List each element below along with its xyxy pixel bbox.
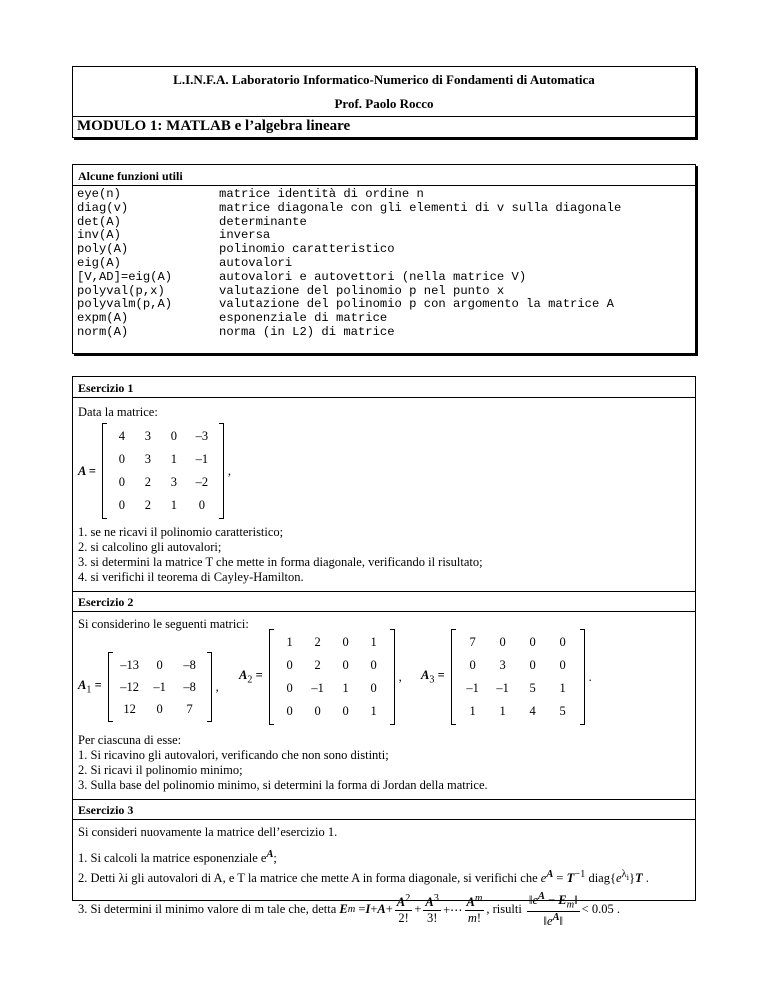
task-item: 2. Si ricavi il polinomio minimo; <box>78 763 243 777</box>
task-item: 1. se ne ricavi il polinomio caratteristico; <box>78 525 284 539</box>
matrix-A3-cell: 4 <box>529 704 536 718</box>
function-command: expm(A) <box>77 311 129 326</box>
matrix-A3-grid <box>456 629 580 725</box>
exercise-3-task-3: 3. Si determini il minimo valore di m tale che, detta E m = I + A + $\frac{A^2}{2!}$ + $\frac{A^3}{3!}$ +⋯ $\frac{A^m}{m!}$ , risulti $\frac{‖e^A - E_m‖}{‖e^A‖}$ < 0.05 . <box>78 891 620 928</box>
matrix-A1-cell: –8 <box>183 657 196 672</box>
matrix-A-cell: 0 <box>198 498 206 512</box>
matrix-A-cell: 0 <box>118 498 126 512</box>
matrix-A3-cell: 5 <box>529 681 536 695</box>
matrix-A2-cell: 0 <box>370 658 377 672</box>
function-row <box>77 216 621 230</box>
function-row <box>77 188 621 202</box>
matrix-A1-cell: 7 <box>186 701 193 716</box>
exercise-2-divider <box>73 611 695 612</box>
matrix-A-cell: 4 <box>118 429 126 443</box>
matrix-A1-cell: –1 <box>153 679 166 694</box>
matrix-A2-cell: 1 <box>342 681 349 695</box>
matrix-A3-cell: 0 <box>559 635 566 649</box>
exercises-box <box>72 376 696 928</box>
function-description: autovalori e autovettori (nella matrice V) <box>219 269 527 284</box>
matrix-A2-cell: 0 <box>342 704 349 718</box>
matrix-A-cell: 1 <box>170 498 178 512</box>
matrix-A2-grid <box>274 629 390 725</box>
function-description: matrice diagonale con gli elementi di v sulla diagonale <box>219 200 622 215</box>
matrix-A-label: A = <box>78 463 96 478</box>
function-command: eye(n) <box>77 187 121 201</box>
matrix-A3-cell: 5 <box>559 704 566 718</box>
task-item: 1. Si ricavino gli autovalori, verificando che non sono distinti; <box>78 748 389 762</box>
matrix-A3-cell: 0 <box>499 635 506 649</box>
matrix-A-cell: 0 <box>118 452 126 466</box>
task-item: 2. si calcolino gli autovalori; <box>78 540 222 554</box>
function-row <box>77 243 621 257</box>
matrix-A2-cell: 0 <box>286 681 293 695</box>
matrix-A-cell: –2 <box>195 475 209 489</box>
exercise-2-tasks <box>78 748 488 793</box>
functions-title: Alcune funzioni utili <box>78 169 183 183</box>
exercise-1-tasks <box>78 525 483 585</box>
course-title: L.I.N.F.A. Laboratorio Informatico-Numerico di Fondamenti di Automatica <box>173 72 595 87</box>
matrix-A2-cell: 0 <box>370 681 377 695</box>
exercise-1-intro: Data la matrice: <box>78 405 158 419</box>
function-command: eig(A) <box>77 255 121 270</box>
matrix-A-cell: –3 <box>195 429 209 443</box>
matrix-A1-cell: –8 <box>183 679 196 694</box>
exercise-3-task-1: 1. Si calcoli la matrice esponenziale $e^A$; <box>78 849 277 866</box>
function-description: valutazione del polinomio p con argomento la matrice A <box>219 297 614 312</box>
matrix-A-cell: 3 <box>170 475 178 489</box>
matrix-A3-cell: –1 <box>496 681 509 695</box>
matrix-A: A = 4 3 0 –3 0 3 1 –1 0 2 3 –2 0 2 1 0 , <box>78 423 231 519</box>
matrix-A-cell: 0 <box>118 475 126 489</box>
header-box <box>72 66 696 138</box>
matrix-A2-cell: 0 <box>314 704 321 718</box>
exercise-3-divider <box>73 819 695 820</box>
module-title: MODULO 1: MATLAB e l’algebra lineare <box>77 118 351 134</box>
exercise-3-top-divider <box>73 799 695 800</box>
exercise-2-title: Esercizio 2 <box>78 595 134 609</box>
matrix-A2-cell: 1 <box>370 635 377 649</box>
matrix-A3: $A_3$ = 7 0 0 0 0 3 0 0 –1 –1 5 1 1 1 4 5 . <box>421 629 592 725</box>
functions-box <box>72 164 696 354</box>
matrix-A2-cell: 0 <box>286 704 293 718</box>
function-command: norm(A) <box>77 324 129 339</box>
matrix-A3-cell: 7 <box>469 635 476 649</box>
matrix-A2-cell: 0 <box>342 635 349 649</box>
matrix-A2-cell: 0 <box>342 658 349 672</box>
matrix-A2-cell: –1 <box>311 681 324 695</box>
matrix-A3-cell: 1 <box>469 704 476 718</box>
task-item: 3. si determini la matrice T che mette in forma diagonale, verificando il risultato; <box>78 555 483 569</box>
function-command: poly(A) <box>77 242 129 257</box>
matrix-A1-cell: 12 <box>123 701 136 716</box>
matrix-A-cell: 3 <box>144 429 152 443</box>
matrix-A3-cell: 0 <box>469 658 476 672</box>
matrix-A1-cell: 0 <box>156 657 163 672</box>
matrix-A3-cell: 3 <box>499 658 506 672</box>
function-command: polyval(p,x) <box>77 283 165 298</box>
function-command: det(A) <box>77 214 121 229</box>
matrix-A-cell: 0 <box>170 429 178 443</box>
matrix-A2: $A_2$ = 1 2 0 1 0 2 0 0 0 –1 1 0 0 0 0 1 , <box>239 629 402 725</box>
matrix-A-cell: 1 <box>170 452 178 466</box>
professor-name: Prof. Paolo Rocco <box>334 96 434 111</box>
matrix-A1: $A_1$ = –13 0 –8 –12 –1 –8 12 0 7 , <box>78 652 219 722</box>
function-row <box>77 312 621 326</box>
task-item: 3. Sulla base del polinomio minimo, si determini la forma di Jordan della matrice. <box>78 778 488 792</box>
right-bracket <box>219 423 224 519</box>
matrix-A3-cell: 0 <box>559 658 566 672</box>
function-description: norma (in L2) di matrice <box>219 324 395 339</box>
matrix-A3-cell: 1 <box>499 704 506 718</box>
matrix-A1-cell: –13 <box>120 657 139 672</box>
function-command: diag(v) <box>77 200 129 215</box>
matrix-A1-cell: –12 <box>120 679 139 694</box>
function-command: polyvalm(p,A) <box>77 297 173 312</box>
functions-divider <box>73 185 695 186</box>
header-divider <box>73 116 695 117</box>
function-description: esponenziale di matrice <box>219 311 388 326</box>
matrix-A-cell: 2 <box>144 475 152 489</box>
function-row <box>77 257 621 271</box>
function-description: inversa <box>219 228 271 243</box>
matrix-A3-cell: –1 <box>466 681 479 695</box>
function-row <box>77 326 621 340</box>
task-item: 4. si verifichi il teorema di Cayley-Hamilton. <box>78 570 304 584</box>
function-command: inv(A) <box>77 228 121 243</box>
function-row <box>77 298 621 312</box>
matrix-A-cell: –1 <box>195 452 209 466</box>
function-row <box>77 285 621 299</box>
matrix-A3-cell: 0 <box>529 635 536 649</box>
function-description: determinante <box>219 214 307 229</box>
function-description: polinomio caratteristico <box>219 242 395 257</box>
matrix-A-grid <box>107 423 219 519</box>
matrix-A2-cell: 1 <box>286 635 293 649</box>
function-row <box>77 202 621 216</box>
function-description: autovalori <box>219 255 293 270</box>
matrix-A-cell: 2 <box>144 498 152 512</box>
exercise-3-intro: Si consideri nuovamente la matrice dell’esercizio 1. <box>78 825 338 839</box>
function-description: matrice identità di ordine n <box>219 187 424 201</box>
function-description: valutazione del polinomio p nel punto x <box>219 283 505 298</box>
matrix-A3-cell: 1 <box>559 681 566 695</box>
matrix-A2-cell: 2 <box>314 658 321 672</box>
exercise-3-title: Esercizio 3 <box>78 803 134 817</box>
matrix-A2-cell: 0 <box>286 658 293 672</box>
functions-list <box>77 188 621 340</box>
exercise-1-divider <box>73 397 695 398</box>
exercise-2-outro: Per ciascuna di esse: <box>78 733 182 747</box>
exercise-3-task-2: 2. Detti λi gli autovalori di A, e T la matrice che mette A in forma diagonale, si verifichi che $e^A = T^{-1}$ $diag\{e^{\lambda_i}\}T$ . <box>78 869 649 886</box>
function-row <box>77 229 621 243</box>
matrix-A2-cell: 2 <box>314 635 321 649</box>
matrix-A3-cell: 0 <box>529 658 536 672</box>
function-row <box>77 271 621 285</box>
function-command: [V,AD]=eig(A) <box>77 269 173 284</box>
matrix-A1-grid <box>113 652 207 722</box>
exercise-2-intro: Si considerino le seguenti matrici: <box>78 617 249 631</box>
exercise-1-title: Esercizio 1 <box>78 381 134 395</box>
exercise-2-top-divider <box>73 591 695 592</box>
matrix-A1-cell: 0 <box>156 701 163 716</box>
matrix-A-cell: 3 <box>144 452 152 466</box>
matrix-A2-cell: 1 <box>370 704 377 718</box>
